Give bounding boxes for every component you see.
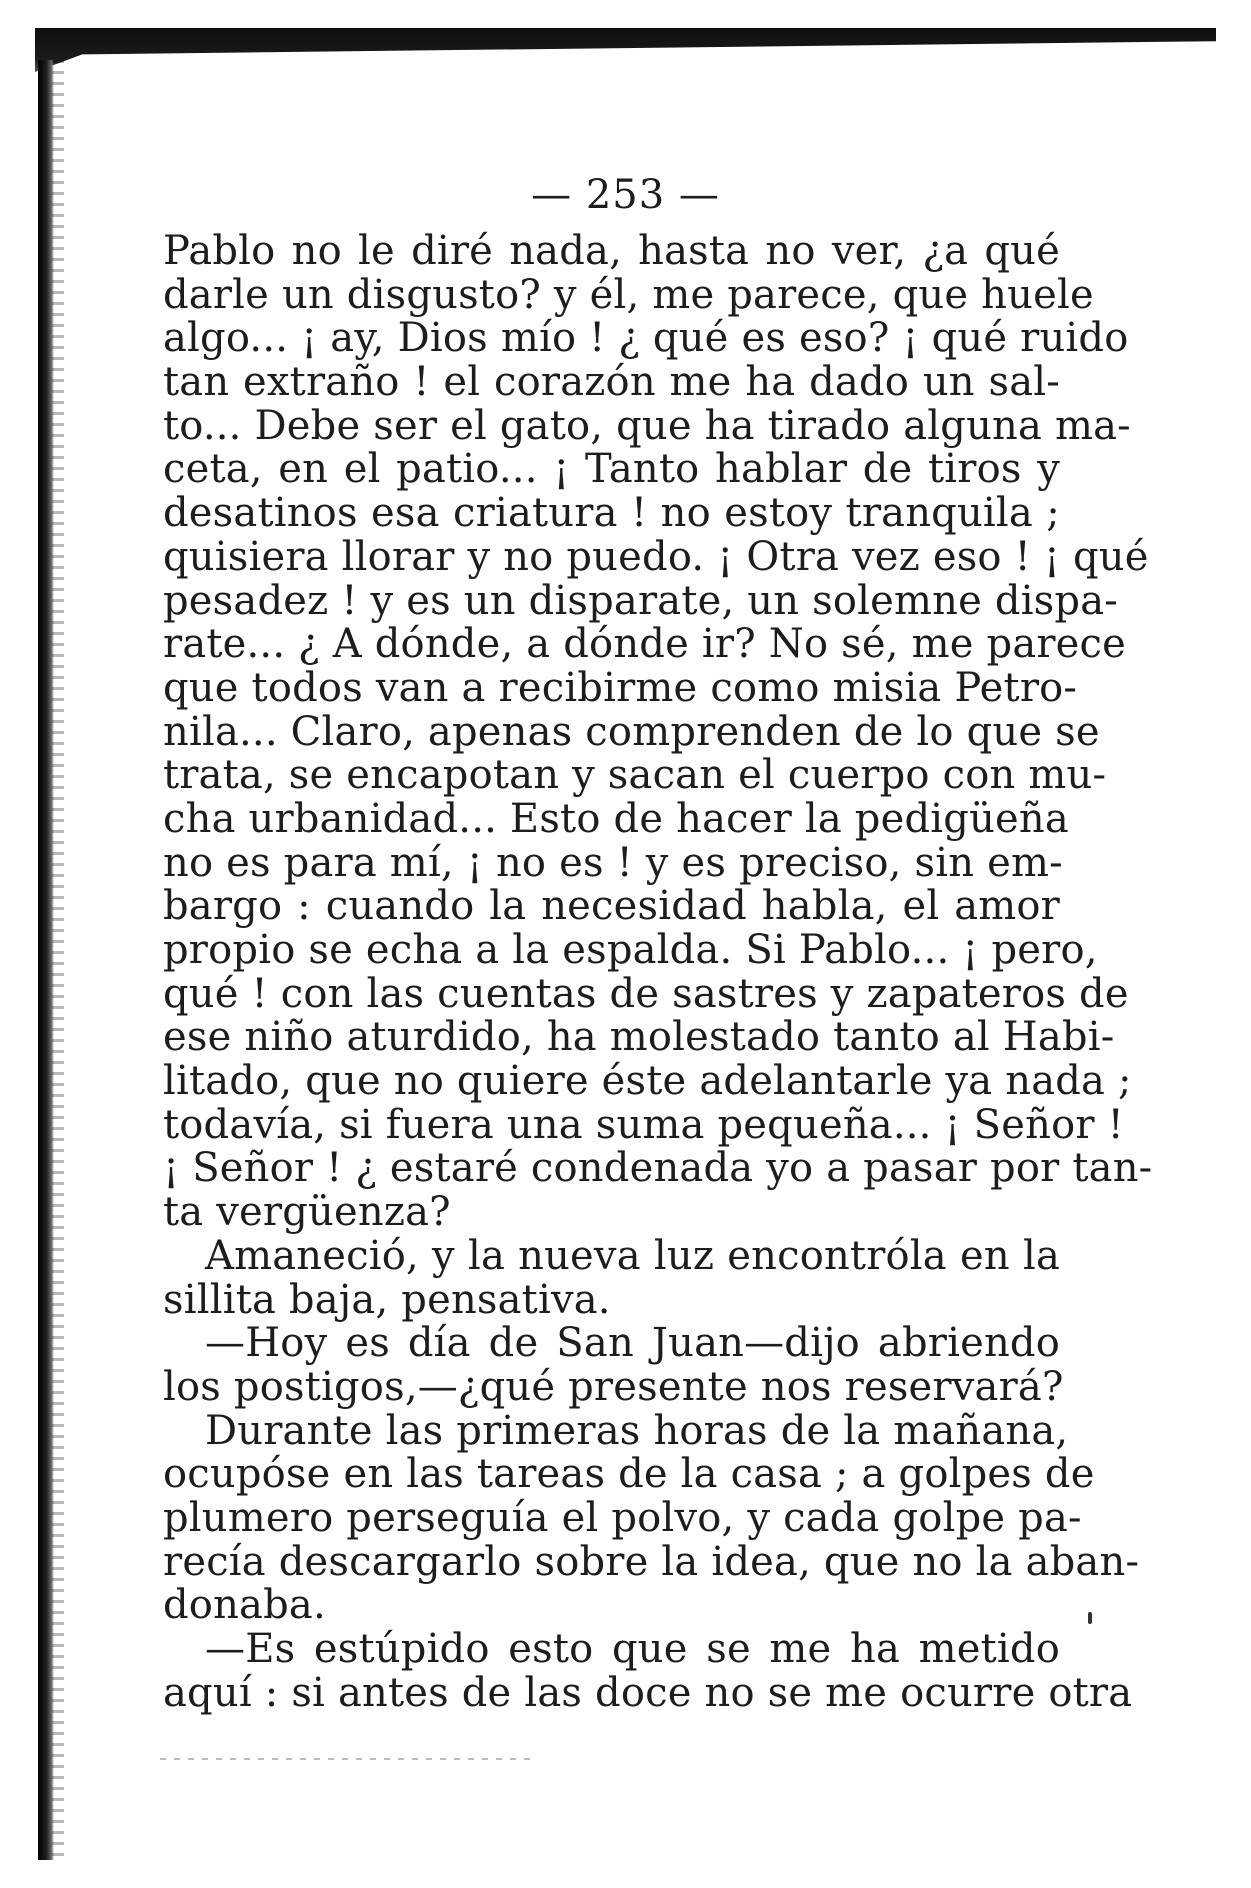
top-binding-shadow [35,28,1216,72]
text-line: cha urbanidad... Esto de hacer la pedigüeña [163,795,1069,842]
text-line: quisiera llorar y no puedo. ¡ Otra vez eso ! ¡ qué [163,533,1149,580]
text-line: los postigos,—¿qué presente nos reservará? [163,1363,1064,1410]
text-line: todavía, si fuera una suma pequeña... ¡ Señor ! [163,1101,1124,1148]
text-line: darle un disgusto? y él, me parece, que huele [163,271,1094,318]
text-line: desatinos esa criatura ! no estoy tranquila ; [163,490,1060,537]
text-line: Amaneció, y la nueva luz encontróla en la [205,1232,1060,1279]
text-line: algo... ¡ ay, Dios mío ! ¿ qué es eso? ¡ qué ruido [163,315,1129,362]
text-line: trata, se encapotan y sacan el cuerpo con mu- [163,752,1107,799]
text-line: qué ! con las cuentas de sastres y zapateros de [163,970,1129,1017]
text-line: propio se echa a la espalda. Si Pablo... ¡ pero, [163,927,1098,973]
text-line: ¡ Señor ! ¿ estaré condenada yo a pasar por tan- [163,1145,1153,1192]
text-line: rate... ¿ A dónde, a dónde ir? No sé, me parece [163,621,1127,668]
text-line: pesadez ! y es un disparate, un solemne dispa- [163,577,1118,624]
text-line: donaba. [163,1582,326,1629]
text-line: —Hoy es día de San Juan—dijo abriendo [205,1320,1060,1367]
text-line: tan extraño ! el corazón me ha dado un sal- [163,359,1060,406]
text-line: recía descargarlo sobre la idea, que no la aban- [163,1538,1140,1585]
text-line: bargo : cuando la necesidad habla, el amor [163,883,1060,930]
spine-edge-texture [52,60,64,1860]
text-line: Durante las primeras horas de la mañana, [205,1407,1069,1454]
page-number: — 253 — [531,172,720,218]
text-line: ta vergüenza? [163,1189,451,1236]
text-line: to... Debe ser el gato, que ha tirado alguna ma- [163,402,1131,449]
text-line: Pablo no le diré nada, hasta no ver, ¿a qué [163,228,1060,274]
text-line: que todos van a recibirme como misia Petro- [163,664,1078,711]
body-text [163,228,1153,1716]
text-line: litado, que no quiere éste adelantarle ya nada ; [163,1058,1132,1105]
faded-next-line-trace [160,1758,530,1760]
text-line: sillita baja, pensativa. [163,1276,611,1323]
text-line: nila... Claro, apenas comprenden de lo que se [163,708,1100,755]
text-line: plumero perseguía el polvo, y cada golpe pa- [163,1494,1082,1541]
stray-ink-mark [1088,1612,1092,1624]
text-line: ocupóse en las tareas de la casa ; a golpes de [163,1451,1095,1498]
text-line: aquí : si antes de las doce no se me ocurre otra [163,1669,1133,1716]
text-line: ese niño aturdido, ha molestado tanto al Habi- [163,1014,1115,1061]
text-line: —Es estúpido esto que se me ha metido [205,1626,1060,1672]
text-line: no es para mí, ¡ no es ! y es preciso, sin em- [163,839,1063,886]
text-line: ceta, en el patio... ¡ Tanto hablar de tiros y [163,446,1060,493]
